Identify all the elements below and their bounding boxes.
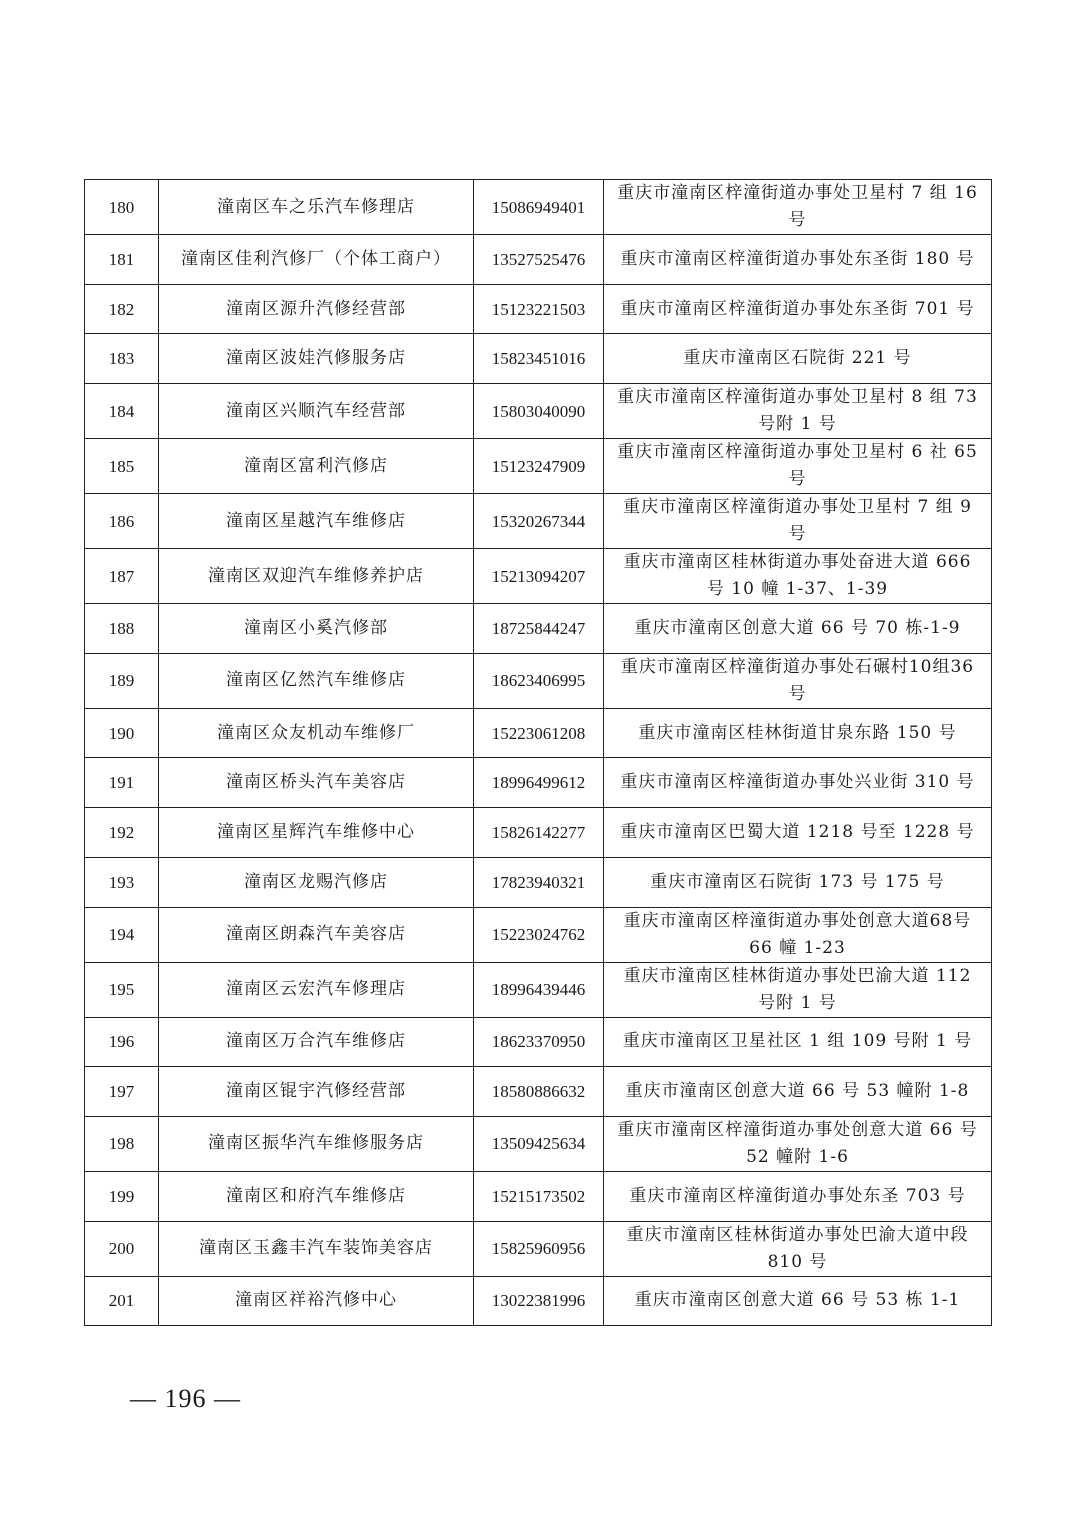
- row-number: 201: [85, 1276, 159, 1326]
- row-number: 193: [85, 857, 159, 907]
- row-number: 189: [85, 653, 159, 708]
- phone-number: 15123221503: [474, 284, 604, 334]
- row-number: 184: [85, 384, 159, 439]
- shop-name: 潼南区星辉汽车维修中心: [159, 808, 474, 858]
- shop-address: 重庆市潼南区梓潼街道办事处创意大道68号 66 幢 1-23: [604, 907, 992, 962]
- shop-address: 重庆市潼南区桂林街道办事处奋进大道 666 号 10 幢 1-37、1-39: [604, 549, 992, 604]
- row-number: 188: [85, 604, 159, 654]
- row-number: 181: [85, 235, 159, 285]
- table-row: [85, 653, 992, 708]
- phone-number: 15320267344: [474, 494, 604, 549]
- row-number: 187: [85, 549, 159, 604]
- table-row: [85, 439, 992, 494]
- shop-name: 潼南区小奚汽修部: [159, 604, 474, 654]
- table-row: [85, 962, 992, 1017]
- table-row: [85, 1116, 992, 1171]
- shop-address: 重庆市潼南区桂林街道办事处巴渝大道 112 号附 1 号: [604, 962, 992, 1017]
- shop-address: 重庆市潼南区梓潼街道办事处创意大道 66 号 52 幢附 1-6: [604, 1116, 992, 1171]
- table-row: [85, 808, 992, 858]
- shop-name: 潼南区朗森汽车美容店: [159, 907, 474, 962]
- phone-number: 15223024762: [474, 907, 604, 962]
- table-row: [85, 1276, 992, 1326]
- shop-name: 潼南区玉鑫丰汽车装饰美容店: [159, 1221, 474, 1276]
- table-body: [85, 180, 992, 1326]
- phone-number: 15823451016: [474, 334, 604, 384]
- shop-name: 潼南区桥头汽车美容店: [159, 758, 474, 808]
- shop-name: 潼南区众友机动车维修厂: [159, 708, 474, 758]
- table-row: [85, 708, 992, 758]
- shop-address: 重庆市潼南区巴蜀大道 1218 号至 1228 号: [604, 808, 992, 858]
- shop-name: 潼南区双迎汽车维修养护店: [159, 549, 474, 604]
- phone-number: 13022381996: [474, 1276, 604, 1326]
- shop-address: 重庆市潼南区创意大道 66 号 53 幢附 1-8: [604, 1067, 992, 1117]
- shop-name: 潼南区源升汽修经营部: [159, 284, 474, 334]
- table-row: [85, 549, 992, 604]
- page-number: — 196 —: [130, 1384, 241, 1413]
- shop-address: 重庆市潼南区桂林街道办事处巴渝大道中段 810 号: [604, 1221, 992, 1276]
- shop-address: 重庆市潼南区梓潼街道办事处卫星村 6 社 65 号: [604, 439, 992, 494]
- shop-name: 潼南区富利汽修店: [159, 439, 474, 494]
- shop-name: 潼南区星越汽车维修店: [159, 494, 474, 549]
- shop-address: 重庆市潼南区创意大道 66 号 53 栋 1-1: [604, 1276, 992, 1326]
- phone-number: 17823940321: [474, 857, 604, 907]
- row-number: 196: [85, 1017, 159, 1067]
- shop-name: 潼南区兴顺汽车经营部: [159, 384, 474, 439]
- table-row: [85, 907, 992, 962]
- shop-address: 重庆市潼南区桂林街道甘泉东路 150 号: [604, 708, 992, 758]
- shop-name: 潼南区振华汽车维修服务店: [159, 1116, 474, 1171]
- row-number: 200: [85, 1221, 159, 1276]
- phone-number: 15223061208: [474, 708, 604, 758]
- phone-number: 15803040090: [474, 384, 604, 439]
- shop-address: 重庆市潼南区石院街 173 号 175 号: [604, 857, 992, 907]
- row-number: 199: [85, 1171, 159, 1221]
- shop-name: 潼南区亿然汽车维修店: [159, 653, 474, 708]
- shop-name: 潼南区龙赐汽修店: [159, 857, 474, 907]
- row-number: 183: [85, 334, 159, 384]
- table-row: [85, 1067, 992, 1117]
- shop-address: 重庆市潼南区梓潼街道办事处东圣街 180 号: [604, 235, 992, 285]
- phone-number: 15123247909: [474, 439, 604, 494]
- shop-address: 重庆市潼南区梓潼街道办事处兴业街 310 号: [604, 758, 992, 808]
- table-row: [85, 494, 992, 549]
- shop-name: 潼南区锟宇汽修经营部: [159, 1067, 474, 1117]
- phone-number: 18623370950: [474, 1017, 604, 1067]
- shop-address: 重庆市潼南区梓潼街道办事处石碾村10组36号: [604, 653, 992, 708]
- shop-name: 潼南区和府汽车维修店: [159, 1171, 474, 1221]
- table-row: [85, 857, 992, 907]
- shop-address: 重庆市潼南区梓潼街道办事处东圣 703 号: [604, 1171, 992, 1221]
- shop-address: 重庆市潼南区梓潼街道办事处卫星村 7 组 9 号: [604, 494, 992, 549]
- phone-number: 18580886632: [474, 1067, 604, 1117]
- shop-address: 重庆市潼南区梓潼街道办事处东圣街 701 号: [604, 284, 992, 334]
- phone-number: 15086949401: [474, 180, 604, 235]
- row-number: 186: [85, 494, 159, 549]
- phone-number: 15826142277: [474, 808, 604, 858]
- shop-address: 重庆市潼南区创意大道 66 号 70 栋-1-9: [604, 604, 992, 654]
- phone-number: 13509425634: [474, 1116, 604, 1171]
- shop-address: 重庆市潼南区石院街 221 号: [604, 334, 992, 384]
- row-number: 191: [85, 758, 159, 808]
- row-number: 195: [85, 962, 159, 1017]
- phone-number: 15213094207: [474, 549, 604, 604]
- table-row: [85, 1221, 992, 1276]
- phone-number: 18725844247: [474, 604, 604, 654]
- phone-number: 18623406995: [474, 653, 604, 708]
- table-row: [85, 334, 992, 384]
- row-number: 185: [85, 439, 159, 494]
- shop-name: 潼南区云宏汽车修理店: [159, 962, 474, 1017]
- phone-number: 18996499612: [474, 758, 604, 808]
- row-number: 198: [85, 1116, 159, 1171]
- shop-name: 潼南区万合汽车维修店: [159, 1017, 474, 1067]
- repair-shop-table: [84, 179, 992, 1326]
- phone-number: 18996439446: [474, 962, 604, 1017]
- row-number: 180: [85, 180, 159, 235]
- table-row: [85, 235, 992, 285]
- shop-name: 潼南区波娃汽修服务店: [159, 334, 474, 384]
- shop-name: 潼南区祥裕汽修中心: [159, 1276, 474, 1326]
- table-row: [85, 604, 992, 654]
- table-row: [85, 758, 992, 808]
- row-number: 192: [85, 808, 159, 858]
- table-row: [85, 284, 992, 334]
- row-number: 190: [85, 708, 159, 758]
- shop-address: 重庆市潼南区卫星社区 1 组 109 号附 1 号: [604, 1017, 992, 1067]
- phone-number: 13527525476: [474, 235, 604, 285]
- row-number: 197: [85, 1067, 159, 1117]
- shop-address: 重庆市潼南区梓潼街道办事处卫星村 7 组 16 号: [604, 180, 992, 235]
- table-row: [85, 180, 992, 235]
- shop-name: 潼南区车之乐汽车修理店: [159, 180, 474, 235]
- row-number: 194: [85, 907, 159, 962]
- table-row: [85, 384, 992, 439]
- phone-number: 15825960956: [474, 1221, 604, 1276]
- row-number: 182: [85, 284, 159, 334]
- table-row: [85, 1017, 992, 1067]
- shop-name: 潼南区佳利汽修厂（个体工商户）: [159, 235, 474, 285]
- table-row: [85, 1171, 992, 1221]
- shop-address: 重庆市潼南区梓潼街道办事处卫星村 8 组 73 号附 1 号: [604, 384, 992, 439]
- phone-number: 15215173502: [474, 1171, 604, 1221]
